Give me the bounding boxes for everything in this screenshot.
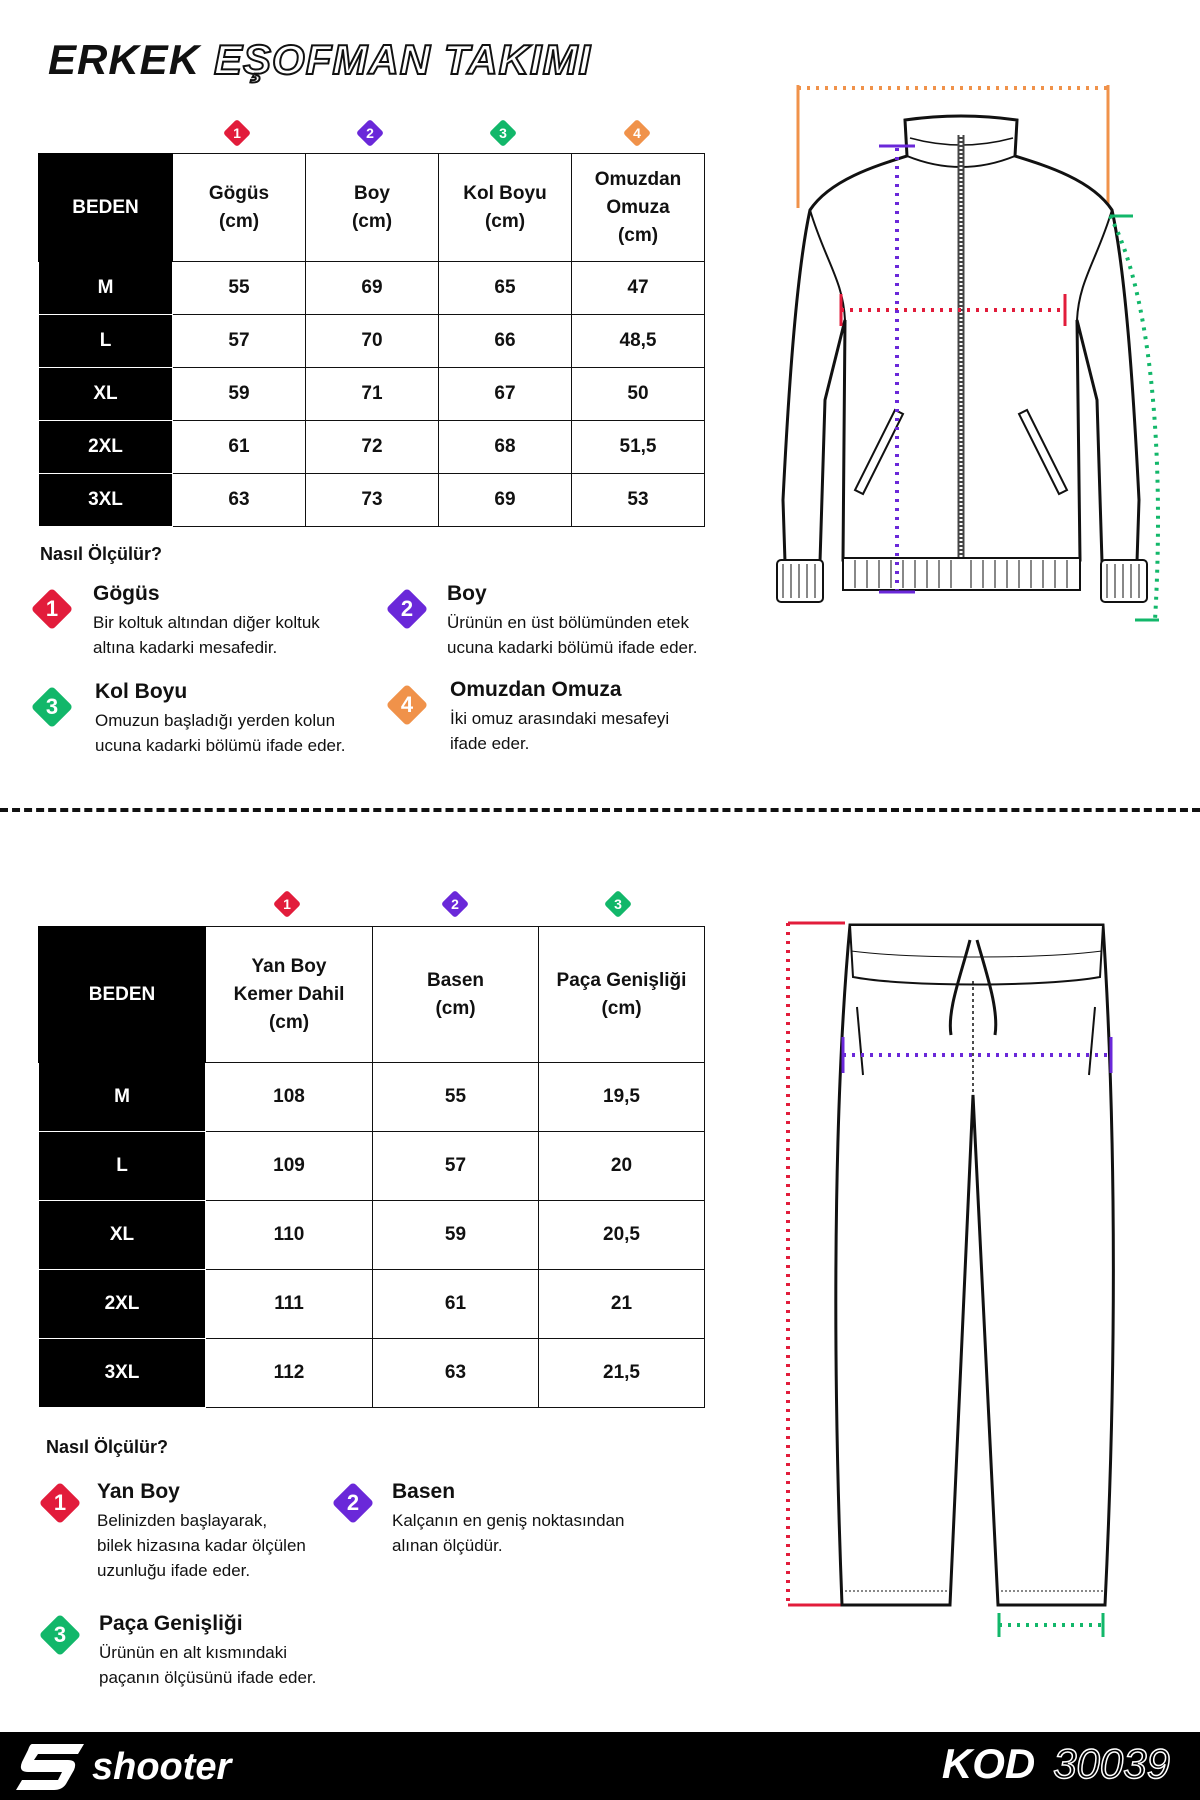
table-row — [39, 474, 705, 527]
value-cell: 55 — [173, 262, 306, 315]
value-cell: 57 — [373, 1132, 539, 1201]
value-cell: 69 — [439, 474, 572, 527]
value-cell: 67 — [439, 368, 572, 421]
value-cell: 61 — [173, 421, 306, 474]
header-basen: Basen (cm) — [373, 927, 539, 1063]
header-boy: Boy (cm) — [306, 154, 439, 262]
how-item-omuzdan-omuza — [450, 678, 780, 756]
badge-green: 3 — [604, 890, 632, 918]
brand-name: shooter — [92, 1746, 232, 1788]
value-cell: 21 — [539, 1270, 705, 1339]
value-cell: 21,5 — [539, 1339, 705, 1408]
how-badge-red: 1 — [38, 1481, 82, 1525]
value-cell: 109 — [206, 1132, 373, 1201]
how-item-kol-boyu — [95, 680, 425, 758]
value-cell: 59 — [173, 368, 306, 421]
size-cell: 2XL — [39, 421, 173, 474]
value-cell: 112 — [206, 1339, 373, 1408]
how-item-title: Basen — [392, 1480, 456, 1503]
bottom-how-question: Nasıl Ölçülür? — [46, 1437, 169, 1457]
value-cell: 19,5 — [539, 1063, 705, 1132]
pants-illustration — [775, 915, 1180, 1645]
header-gogus: Gögüs (cm) — [173, 154, 306, 262]
header-kol-boyu: Kol Boyu (cm) — [439, 154, 572, 262]
value-cell: 66 — [439, 315, 572, 368]
how-item-title: Boy — [447, 582, 487, 605]
size-cell: 3XL — [39, 474, 173, 527]
page-title — [48, 36, 591, 84]
value-cell: 59 — [373, 1201, 539, 1270]
value-cell: 55 — [373, 1063, 539, 1132]
how-badge-purple: 2 — [331, 1481, 375, 1525]
shooter-logo-icon — [14, 1740, 86, 1792]
value-cell: 71 — [306, 368, 439, 421]
how-badge-orange: 4 — [385, 683, 429, 727]
how-item-paca-genisligi — [99, 1612, 429, 1690]
size-cell: 2XL — [39, 1270, 206, 1339]
bottom-size-table — [38, 926, 705, 1408]
how-item-desc: Ürünün en üst bölümünden etek ucuna kadarki bölümü ifade eder. — [447, 613, 698, 657]
top-how-question: Nasıl Ölçülür? — [40, 544, 163, 564]
how-badge-green: 3 — [30, 685, 74, 729]
how-item-desc: Kalçanın en geniş noktasından alınan ölçüdür. — [392, 1511, 625, 1555]
badge-red: 1 — [223, 119, 251, 147]
how-badge-purple: 2 — [385, 587, 429, 631]
size-cell: M — [39, 262, 173, 315]
how-badge-green: 3 — [38, 1613, 82, 1657]
header-beden: BEDEN — [39, 927, 206, 1063]
how-item-desc: İki omuz arasındaki mesafeyi ifade eder. — [450, 709, 670, 753]
value-cell: 69 — [306, 262, 439, 315]
how-item-desc: Belinizden başlayarak, bilek hizasına kadar ölçülen uzunluğu ifade eder. — [97, 1511, 306, 1580]
how-badge-red: 1 — [30, 587, 74, 631]
product-code — [942, 1740, 1170, 1788]
title-bold: ERKEK — [48, 36, 201, 83]
size-cell: L — [39, 315, 173, 368]
how-item-title: Yan Boy — [97, 1480, 180, 1503]
how-item-title: Omuzdan Omuza — [450, 678, 622, 701]
value-cell: 68 — [439, 421, 572, 474]
how-item-desc: Bir koltuk altından diğer koltuk altına kadarki mesafedir. — [93, 613, 320, 657]
how-item-desc: Omuzun başladığı yerden kolun ucuna kadarki bölümü ifade eder. — [95, 711, 346, 755]
header-omuzdan-omuza: Omuzdan Omuza (cm) — [572, 154, 705, 262]
header-yan-boy: Yan Boy Kemer Dahil (cm) — [206, 927, 373, 1063]
table-row — [39, 421, 705, 474]
value-cell: 70 — [306, 315, 439, 368]
how-item-title: Gögüs — [93, 582, 160, 605]
value-cell: 51,5 — [572, 421, 705, 474]
value-cell: 53 — [572, 474, 705, 527]
header-paca-genisligi: Paça Genişliği (cm) — [539, 927, 705, 1063]
value-cell: 57 — [173, 315, 306, 368]
table-header-row — [39, 154, 705, 262]
value-cell: 63 — [373, 1339, 539, 1408]
value-cell: 47 — [572, 262, 705, 315]
header-beden: BEDEN — [39, 154, 173, 262]
badge-orange: 4 — [623, 119, 651, 147]
table-row — [39, 1132, 705, 1201]
table-row — [39, 262, 705, 315]
how-item-title: Kol Boyu — [95, 680, 188, 703]
jacket-illustration — [755, 80, 1195, 650]
title-outline: EŞOFMAN TAKIMI — [214, 36, 592, 83]
badge-purple: 2 — [356, 119, 384, 147]
how-item-boy — [447, 582, 777, 660]
pants-body — [836, 925, 1114, 1605]
value-cell: 20,5 — [539, 1201, 705, 1270]
table-row — [39, 1339, 705, 1408]
top-size-table — [38, 153, 705, 527]
size-cell: XL — [39, 368, 173, 421]
hem-measure-line — [999, 1613, 1103, 1637]
table-header-row — [39, 927, 705, 1063]
badge-green: 3 — [489, 119, 517, 147]
value-cell: 111 — [206, 1270, 373, 1339]
badge-red: 1 — [273, 890, 301, 918]
table-row — [39, 1063, 705, 1132]
kod-label: KOD — [941, 1740, 1036, 1787]
value-cell: 63 — [173, 474, 306, 527]
value-cell: 72 — [306, 421, 439, 474]
value-cell: 110 — [206, 1201, 373, 1270]
how-item-basen — [392, 1480, 722, 1558]
how-item-yan-boy — [97, 1480, 427, 1583]
table-row — [39, 315, 705, 368]
size-cell: 3XL — [39, 1339, 206, 1408]
badge-purple: 2 — [441, 890, 469, 918]
value-cell: 61 — [373, 1270, 539, 1339]
value-cell: 20 — [539, 1132, 705, 1201]
kod-value: 30039 — [1053, 1740, 1170, 1787]
how-item-gogus — [93, 582, 423, 660]
size-cell: XL — [39, 1201, 206, 1270]
table-row — [39, 368, 705, 421]
size-cell: M — [39, 1063, 206, 1132]
value-cell: 73 — [306, 474, 439, 527]
section-divider — [0, 808, 1200, 812]
table-row — [39, 1270, 705, 1339]
value-cell: 50 — [572, 368, 705, 421]
how-item-desc: Ürünün en alt kısmındaki paçanın ölçüsünü ifade eder. — [99, 1643, 317, 1687]
value-cell: 108 — [206, 1063, 373, 1132]
value-cell: 65 — [439, 262, 572, 315]
value-cell: 48,5 — [572, 315, 705, 368]
how-item-title: Paça Genişliği — [99, 1612, 243, 1635]
table-row — [39, 1201, 705, 1270]
size-cell: L — [39, 1132, 206, 1201]
